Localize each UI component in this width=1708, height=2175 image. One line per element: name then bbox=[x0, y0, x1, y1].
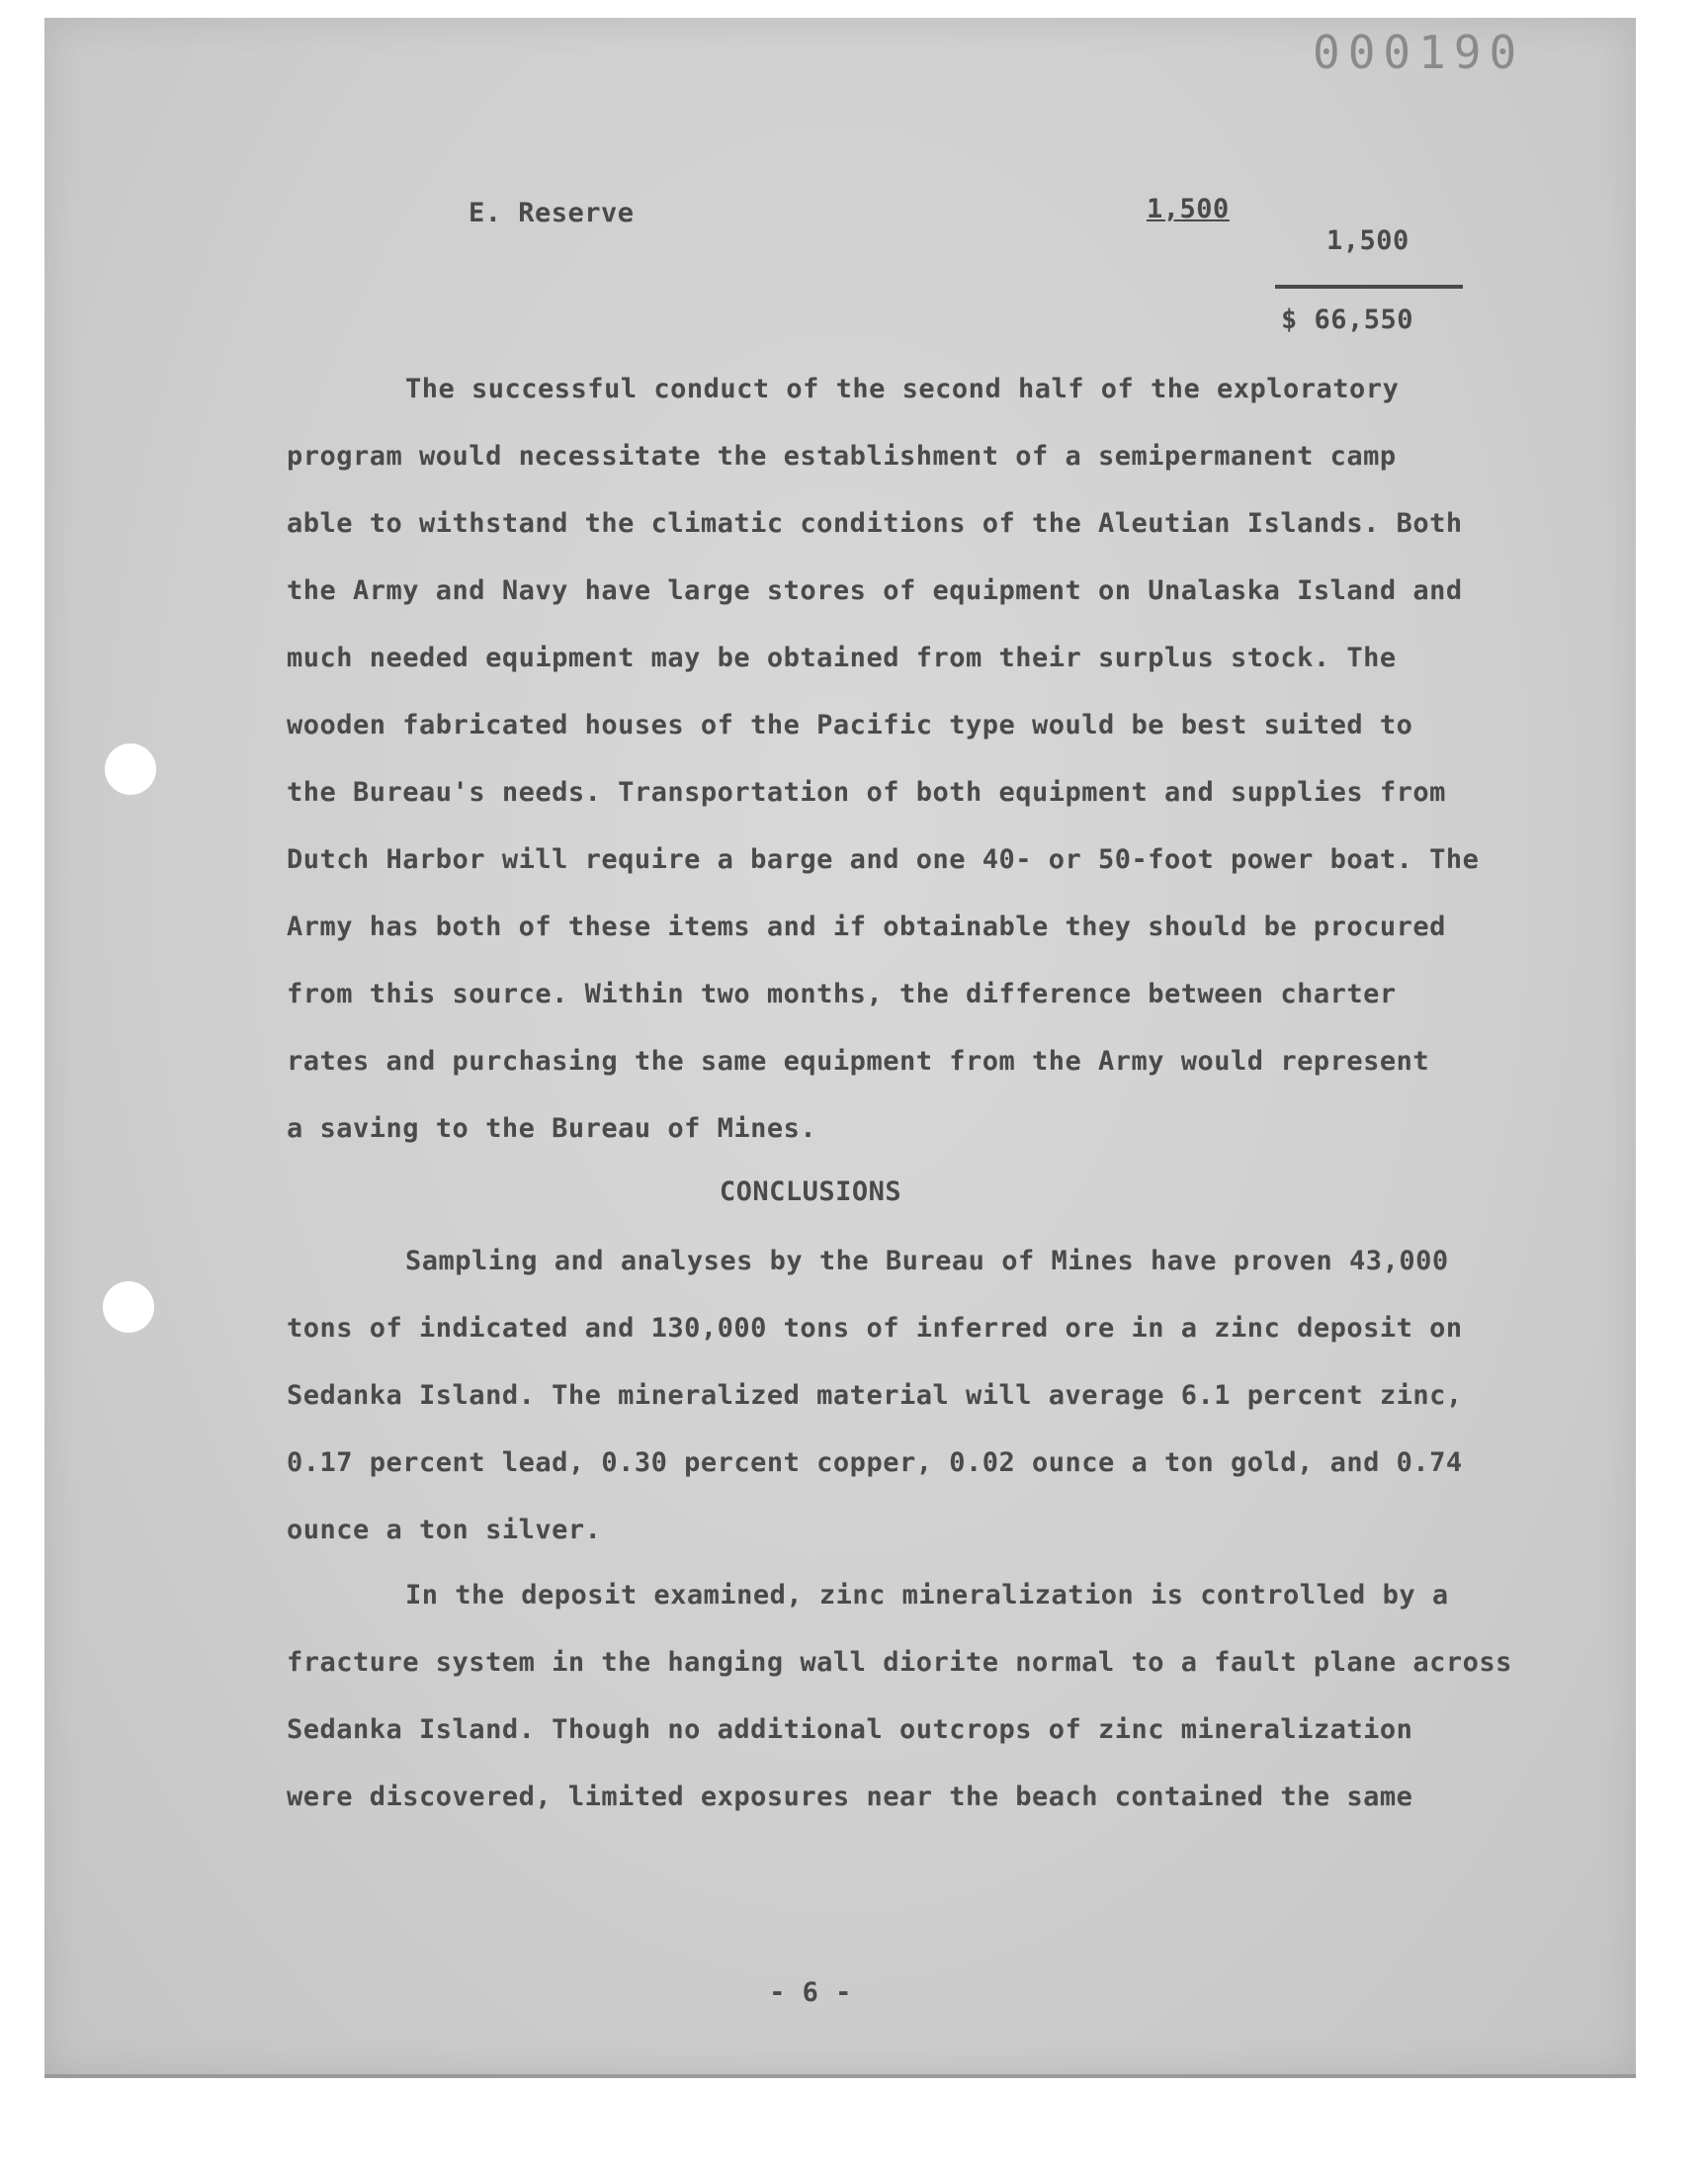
text-line: Sedanka Island. The mineralized material will average 6.1 percent zinc, bbox=[287, 1380, 1463, 1411]
budget-item-amount: 1,500 bbox=[1147, 194, 1230, 224]
text-line: fracture system in the hanging wall diorite normal to a fault plane across bbox=[287, 1647, 1512, 1678]
text-line: the Bureau's needs. Transportation of both equipment and supplies from bbox=[287, 777, 1446, 808]
text-line: Dutch Harbor will require a barge and one 40- or 50-foot power boat. The bbox=[287, 844, 1480, 875]
text-line: Army has both of these items and if obtainable they should be procured bbox=[287, 912, 1446, 942]
section-heading-conclusions: CONCLUSIONS bbox=[719, 1176, 902, 1207]
text-line: were discovered, limited exposures near the beach contained the same bbox=[287, 1782, 1413, 1812]
punch-hole-lower bbox=[103, 1281, 154, 1333]
budget-item-label: E. Reserve bbox=[469, 198, 635, 228]
text-line: rates and purchasing the same equipment from the Army would represent bbox=[287, 1046, 1430, 1077]
text-line: Sampling and analyses by the Bureau of Mines have proven 43,000 bbox=[405, 1246, 1449, 1276]
text-line: Sedanka Island. Though no additional outcrops of zinc mineralization bbox=[287, 1714, 1413, 1745]
budget-subtotal: 1,500 bbox=[1326, 225, 1409, 256]
text-line: In the deposit examined, zinc mineralization is controlled by a bbox=[405, 1580, 1449, 1610]
total-rule bbox=[1275, 285, 1463, 289]
text-line: able to withstand the climatic conditions of the Aleutian Islands. Both bbox=[287, 508, 1463, 539]
text-line: ounce a ton silver. bbox=[287, 1515, 602, 1545]
text-line: program would necessitate the establishment of a semipermanent camp bbox=[287, 441, 1397, 472]
page-number: - 6 - bbox=[769, 1977, 852, 2008]
text-line: the Army and Navy have large stores of equipment on Unalaska Island and bbox=[287, 575, 1463, 606]
text-line: from this source. Within two months, the difference between charter bbox=[287, 979, 1397, 1009]
budget-grand-total: $ 66,550 bbox=[1281, 304, 1414, 335]
text-line: The successful conduct of the second half of the exploratory bbox=[405, 374, 1400, 404]
text-line: 0.17 percent lead, 0.30 percent copper, 0.02 ounce a ton gold, and 0.74 bbox=[287, 1447, 1463, 1478]
text-line: tons of indicated and 130,000 tons of inferred ore in a zinc deposit on bbox=[287, 1313, 1463, 1344]
text-line: wooden fabricated houses of the Pacific type would be best suited to bbox=[287, 710, 1413, 740]
text-line: much needed equipment may be obtained from their surplus stock. The bbox=[287, 643, 1397, 673]
text-line: a saving to the Bureau of Mines. bbox=[287, 1113, 817, 1144]
punch-hole-upper bbox=[105, 743, 156, 795]
document-stamp-number: 000190 bbox=[1313, 26, 1525, 79]
paper-edge bbox=[44, 2074, 1636, 2078]
